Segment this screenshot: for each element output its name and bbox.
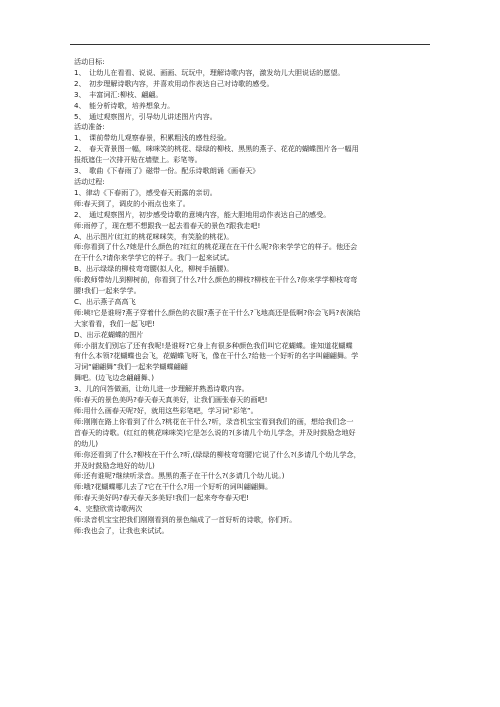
text-line: C、出示燕子高高飞 [74,296,136,306]
text-line: 活动目标: [74,57,105,66]
text-line: A、出示图片(红红的桃花咪咪笑，有笑脸的桃花)。 [74,231,234,241]
text-line: 3、 丰富词汇:柳枝、翩翩。 [74,89,163,99]
text-line: 4、完整欣赏诗歌两次 [74,504,143,514]
text-line: 3、 歌曲《下春雨了》磁带一份。配乐诗歌朗诵《画春天》 [74,166,260,176]
text-line: 师:春天的景色美吗?春天春天真美好，让我们画张春天的画吧! [74,395,268,405]
text-line: 有什么本领?花蝴蝶也会飞，花蝴蝶飞呀飞，像在干什么?给他一个好听的名字叫翩翩舞。学 [74,351,359,361]
text-line: 舞吧。(边飞边念翩翩舞、) [74,373,155,383]
text-line: 师:雨停了，现在想不想跟我一起去看春天的景色?跟我走吧! [74,220,261,230]
text-line: 师:还有谁呢?继续听录音。黑黑的燕子在干什么?(多请几个幼儿说。) [74,471,285,481]
text-line: 腰!我们一起来学学。 [74,286,141,296]
text-line: 首春天的诗歌。(红红的桃花咪咪笑)它是怎么说的?(多请几个幼儿学念，并及时鼓励念地好 [74,427,356,437]
text-line: 2、 初步理解诗歌内容，并喜欢用动作表达自己对诗歌的感受。 [74,78,274,88]
text-line: 报纸遮住一次排开贴在墙壁上。彩笔等。 [74,155,202,165]
text-line: 大家看看，我们一起飞吧! [74,318,155,328]
text-line: 2、 通过观察图片，初步感受诗歌的意境内容，能大胆地用动作表达自己的感受。 [74,209,331,219]
text-line: 师:哦?花蝴蝶哪儿去了?它在干什么?用一个好听的词叫翩翩舞。 [74,482,273,492]
text-line: 1、 让幼儿在看看、说说、画画、玩玩中，理解诗歌内容，激发幼儿大胆说话的愿望。 [74,67,345,77]
text-line: 在干什么?请你来学学它的样子。我门一起来试试。 [74,253,234,263]
text-line: 2、 春天背景图一幅，咪咪笑的桃花、绿绿的柳枝、黑黑的燕子、花花的蝴蝶图片各一幅用 [74,144,359,154]
document-body [74,57,430,537]
text-line: 师:录音机宝宝把我们刚刚看到的景色编成了一首好听的诗歌，你们听。 [74,515,297,525]
text-line: 师:春天美好吗?春天春天多美好!我们一起来夸夸春天吧! [74,493,249,503]
text-line: 师:你看到了什么?她是什么颜色的?红红的桃花现在在干什么呢?你来学学它的样子。他还会 [74,242,358,252]
text-line: B、出示绿绿的柳枝弯弯腰(拟人化，柳树手插腰)。 [74,264,234,274]
text-line: 活动准备: [74,122,105,132]
text-line: 师:小朋友们别忘了还有我呢!是谁呀?它身上有很多种颜色我们叫它花蝴蝶。谁知道花蝴蝶 [74,340,353,350]
text-line: 1、 课前带幼儿观察春景，积累粗浅的感性经验。 [74,133,232,143]
header-rule [70,44,430,45]
text-line: 的幼儿) [74,438,99,448]
text-line: 1、律动《下春雨了》，感受春天雨露的亲切。 [74,187,217,197]
text-line: 师:教师带幼儿到柳树前，你看到了什么?什么颜色的柳枝?柳枝在干什么?你来学学柳枝弯弯 [74,275,358,285]
text-line: 师:咦!它是谁呀?燕子穿着什么颜色的衣服?燕子在干什么?飞地高还是低啊?你会飞吗?表演给 [74,307,361,317]
text-line: 5、 通过观察图片，引导幼儿讲述图片内容。 [74,111,217,121]
text-line: 习词“翩翩舞”我们一起来学蝴蝶翩翩 [74,362,188,372]
text-line: D、出示花蝴蝶的图片 [74,329,144,339]
text-line: 师:刚刚在路上你看到了什么?桃花在干什么?听，录音机宝宝看到我们的画，想给我们念一 [74,416,354,426]
text-line: 师:我也会了，让我也来试试。 [74,525,169,535]
text-line: 活动过程: [74,176,105,186]
text-line: 3、儿的问答做画，让幼儿进一步理解并熟悉诗歌内容。 [74,384,249,394]
text-line: 并及时鼓励念地好的幼儿) [74,460,155,470]
text-line: 师:用什么画春天呢?好，就用这些彩笔吧，学习词“彩笔”。 [74,406,258,415]
text-line: 师:你还看到了什么?柳枝在干什么?听,(绿绿的柳枝弯弯腰)它说了什么?(多请几个幼儿学念， [74,449,361,459]
text-line: 师:春天到了，调皮的小雨点也来了。 [74,198,190,208]
text-line: 4、 能分析诗歌，培养想象力。 [74,100,175,110]
